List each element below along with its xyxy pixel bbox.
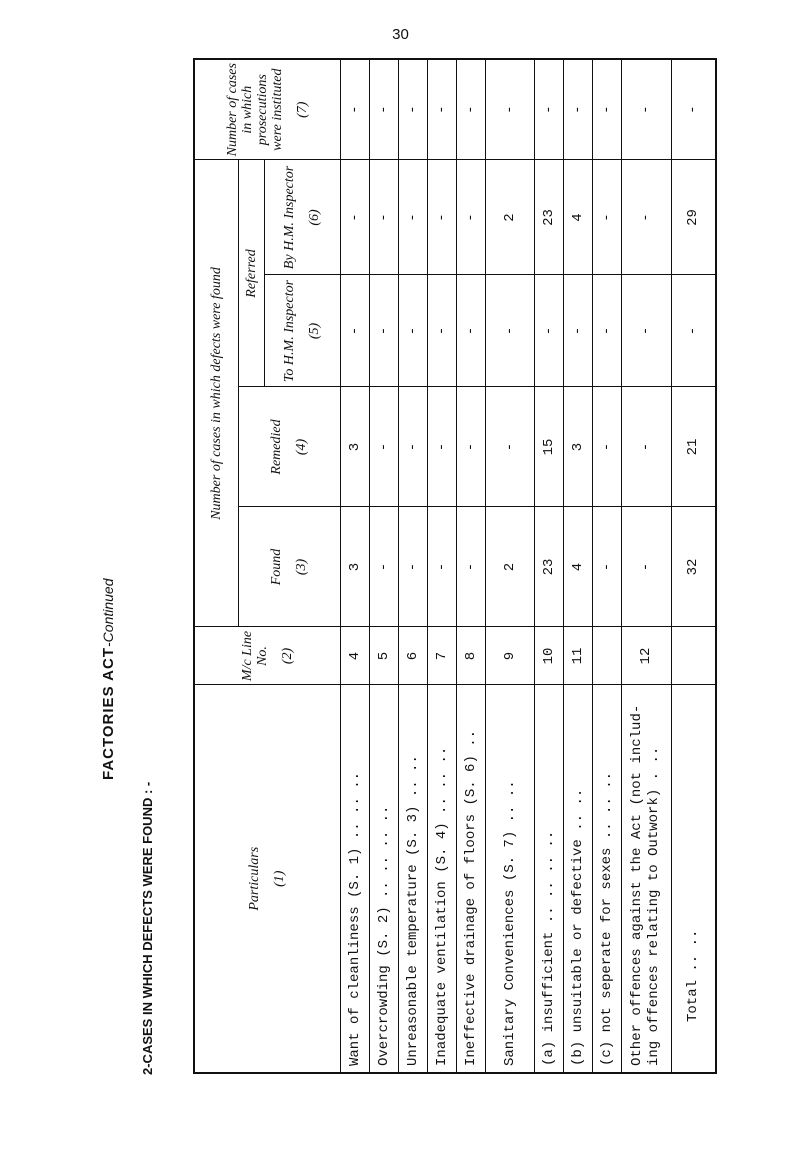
row-prosecutions: - xyxy=(398,59,427,160)
row-to-inspector: - xyxy=(592,275,621,387)
table-row xyxy=(340,59,369,1073)
row-line-no xyxy=(592,627,621,685)
row-prosecutions: - xyxy=(671,59,716,160)
row-to-inspector: - xyxy=(340,275,369,387)
row-line-no: 8 xyxy=(456,627,485,685)
row-found: 32 xyxy=(671,507,716,627)
table-row xyxy=(398,59,427,1073)
row-to-inspector: - xyxy=(563,275,592,387)
row-found: - xyxy=(398,507,427,627)
row-prosecutions: - xyxy=(534,59,563,160)
row-prosecutions: - xyxy=(369,59,398,160)
row-remedied: - xyxy=(427,387,456,507)
table-row xyxy=(485,59,534,1073)
row-particulars: Total .. .. xyxy=(671,685,716,1073)
header-by-inspector: By H.M. Inspector (6) xyxy=(264,160,340,275)
row-line-no: 9 xyxy=(485,627,534,685)
row-particulars: Other offences against the Act (not includ- ing offences relating to Outwork) . .. xyxy=(621,685,671,1073)
row-by-inspector: 4 xyxy=(563,160,592,275)
row-by-inspector: - xyxy=(592,160,621,275)
header-defects-group: Number of cases in which defects were found xyxy=(194,160,238,627)
row-to-inspector: - xyxy=(456,275,485,387)
row-to-inspector: - xyxy=(621,275,671,387)
table-row xyxy=(427,59,456,1073)
row-by-inspector: - xyxy=(427,160,456,275)
row-found: - xyxy=(592,507,621,627)
header-line-no: M/c Line No. (2) xyxy=(194,627,340,685)
row-remedied: - xyxy=(456,387,485,507)
row-particulars: Ineffective drainage of floors (S. 6) .. xyxy=(456,685,485,1073)
row-prosecutions: - xyxy=(563,59,592,160)
row-to-inspector: - xyxy=(427,275,456,387)
running-title-main: FACTORIES ACT xyxy=(100,646,117,780)
row-particulars: Overcrowding (S. 2) .. .. .. .. xyxy=(369,685,398,1073)
row-found: - xyxy=(427,507,456,627)
row-by-inspector: 23 xyxy=(534,160,563,275)
header-found: Found (3) xyxy=(238,507,340,627)
row-remedied: 15 xyxy=(534,387,563,507)
row-by-inspector: - xyxy=(456,160,485,275)
row-by-inspector: 29 xyxy=(671,160,716,275)
row-by-inspector: 2 xyxy=(485,160,534,275)
row-by-inspector: - xyxy=(340,160,369,275)
row-prosecutions: - xyxy=(592,59,621,160)
row-to-inspector: - xyxy=(534,275,563,387)
row-prosecutions: - xyxy=(621,59,671,160)
row-prosecutions: - xyxy=(340,59,369,160)
row-particulars: (b) unsuitable or defective .. .. xyxy=(563,685,592,1073)
table-row xyxy=(369,59,398,1073)
row-particulars: (c) not seperate for sexes .. .. .. xyxy=(592,685,621,1073)
row-found: 3 xyxy=(340,507,369,627)
row-prosecutions: - xyxy=(427,59,456,160)
table-row xyxy=(563,59,592,1073)
row-found: 4 xyxy=(563,507,592,627)
row-line-no: 11 xyxy=(563,627,592,685)
row-remedied: 3 xyxy=(340,387,369,507)
page-number: 30 xyxy=(392,26,409,43)
row-found: - xyxy=(369,507,398,627)
header-to-inspector: To H.M. Inspector (5) xyxy=(264,275,340,387)
row-to-inspector: - xyxy=(671,275,716,387)
header-prosecutions: Number of cases in which prosecutions were instituted (7) xyxy=(194,59,340,160)
header-referred: Referred xyxy=(238,160,264,387)
row-particulars: Sanitary Conveniences (S. 7) .. .. xyxy=(485,685,534,1073)
row-remedied: 21 xyxy=(671,387,716,507)
row-line-no: 10 xyxy=(534,627,563,685)
row-particulars: Want of cleanliness (S. 1) .. .. .. xyxy=(340,685,369,1073)
running-title-suffix: -Continued xyxy=(100,578,116,647)
row-particulars: Inadequate ventilation (S. 4) .. .. .. xyxy=(427,685,456,1073)
row-remedied: - xyxy=(398,387,427,507)
running-title xyxy=(100,578,117,790)
row-found: - xyxy=(456,507,485,627)
table-row xyxy=(456,59,485,1073)
row-to-inspector: - xyxy=(485,275,534,387)
table-row xyxy=(621,59,671,1073)
row-line-no: 5 xyxy=(369,627,398,685)
row-found: 2 xyxy=(485,507,534,627)
row-by-inspector: - xyxy=(398,160,427,275)
header-remedied: Remedied (4) xyxy=(238,387,340,507)
row-prosecutions: - xyxy=(456,59,485,160)
section-heading: 2-CASES IN WHICH DEFECTS WERE FOUND : - xyxy=(140,781,155,1075)
defects-table xyxy=(193,58,717,1074)
row-line-no: 12 xyxy=(621,627,671,685)
row-line-no: 6 xyxy=(398,627,427,685)
row-particulars: Unreasonable temperature (S. 3) .. .. xyxy=(398,685,427,1073)
row-by-inspector: - xyxy=(621,160,671,275)
row-to-inspector: - xyxy=(398,275,427,387)
row-line-no xyxy=(671,627,716,685)
row-remedied: 3 xyxy=(563,387,592,507)
row-line-no: 4 xyxy=(340,627,369,685)
row-found: - xyxy=(621,507,671,627)
row-by-inspector: - xyxy=(369,160,398,275)
row-line-no: 7 xyxy=(427,627,456,685)
table-row xyxy=(592,59,621,1073)
row-remedied: - xyxy=(621,387,671,507)
table-row-total xyxy=(671,59,716,1073)
row-remedied: - xyxy=(592,387,621,507)
row-remedied: - xyxy=(485,387,534,507)
header-particulars: Particulars (1) xyxy=(194,685,340,1073)
row-prosecutions: - xyxy=(485,59,534,160)
row-remedied: - xyxy=(369,387,398,507)
row-particulars: (a) insufficient .. .. .. .. xyxy=(534,685,563,1073)
table-row xyxy=(534,59,563,1073)
row-found: 23 xyxy=(534,507,563,627)
row-to-inspector: - xyxy=(369,275,398,387)
